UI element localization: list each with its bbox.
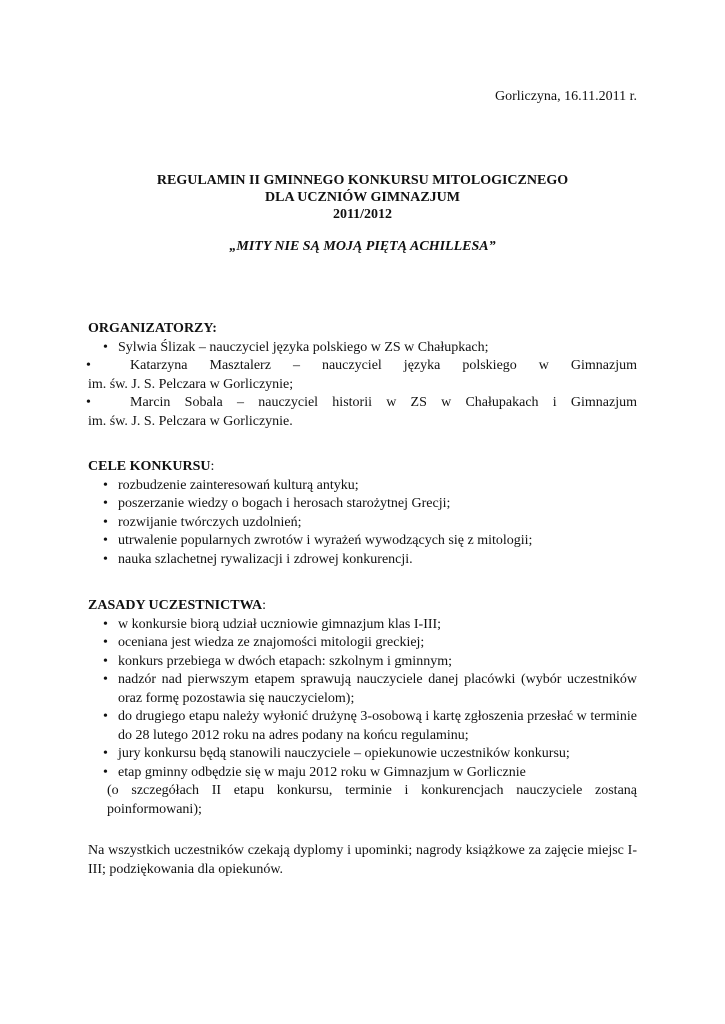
bullet-icon: •: [103, 616, 108, 632]
bullet-icon: •: [103, 672, 108, 687]
bullet-icon: •: [103, 496, 108, 511]
rules-list: [88, 616, 637, 783]
goal-text: poszerzanie wiedzy o bogach i herosach starożytnej Grecji;: [118, 496, 451, 511]
bullet-icon: •: [103, 653, 108, 669]
goal-text: rozbudzenie zainteresowań kulturą antyku;: [118, 477, 359, 493]
title-line-2: DLA UCZNIÓW GIMNAZJUM: [265, 190, 460, 205]
list-item: [88, 653, 637, 672]
organizer-3-line-1: Marcin Sobala – nauczyciel historii w ZS w Chałupakach i Gimnazjum: [130, 395, 637, 410]
goals-list: [88, 477, 637, 570]
bullet-icon: •: [103, 635, 108, 650]
rule-text: w konkursie biorą udział uczniowie gimnazjum klas I-III;: [118, 616, 442, 632]
organizer-2-line-2: im. św. J. S. Pelczara w Gorliczynie;: [88, 376, 294, 392]
rules-heading: ZASADY UCZESTNICTWA: [88, 598, 263, 613]
bullet-icon: •: [103, 709, 108, 724]
list-item: [88, 339, 637, 358]
goals-section: [88, 458, 637, 569]
goal-text: nauka szlachetnej rywalizacji i zdrowej konkurencji.: [118, 551, 413, 567]
rules-heading-row: [88, 597, 637, 616]
goal-text: rozwijanie twórczych uzdolnień;: [118, 514, 302, 530]
organizers-section: [88, 320, 637, 431]
list-item: [88, 514, 637, 533]
list-item: [88, 745, 637, 764]
list-item: [88, 357, 637, 394]
bullet-icon: •: [103, 746, 108, 761]
organizers-list-cont: [88, 357, 637, 431]
goal-text: utrwalenie popularnych zwrotów i wyrażeń wywodzących się z mitologii;: [118, 533, 533, 548]
contest-motto: „MITY NIE SĄ MOJĄ PIĘTĄ ACHILLESA”: [229, 239, 496, 254]
organizer-2-line-1: Katarzyna Masztalerz – nauczyciel języka polskiego w Gimnazjum: [130, 358, 637, 373]
list-item: [88, 532, 637, 551]
goals-heading-colon: :: [210, 459, 215, 474]
document-date: Gorliczyna, 16.11.2011 r.: [494, 89, 637, 104]
document-title: [88, 172, 637, 223]
list-item: [88, 551, 637, 570]
bullet-icon: •: [86, 395, 91, 410]
goals-heading-row: [88, 458, 637, 477]
bullet-icon: •: [103, 533, 108, 548]
list-item: [88, 764, 637, 783]
rule-text: jury konkursu będą stanowili nauczyciele – opiekunowie uczestników konkursu;: [118, 746, 570, 761]
rule-text: konkurs przebiega w dwóch etapach: szkolnym i gminnym;: [118, 653, 452, 669]
rules-section: [88, 597, 637, 819]
bullet-icon: •: [103, 514, 108, 530]
bullet-icon: •: [103, 764, 108, 780]
list-item: [88, 495, 637, 514]
rule-text: do drugiego etapu należy wyłonić drużynę 3-osobową i kartę zgłoszenia przesłać w terminie do 28 lutego 2012 roku na adres podany na końcu regulaminu;: [118, 709, 637, 743]
rules-heading-colon: :: [262, 598, 267, 613]
title-line-3: 2011/2012: [332, 207, 393, 222]
goals-heading: CELE KONKURSU: [88, 459, 211, 474]
closing-paragraph: Na wszystkich uczestników czekają dyplomy i upominki; nagrody książkowe za zajęcie miejsc I-III; podziękowania dla opiekunów.: [88, 843, 637, 877]
bullet-icon: •: [103, 551, 108, 567]
title-line-1: REGULAMIN II GMINNEGO KONKURSU MITOLOGICZNEGO: [156, 173, 569, 188]
organizers-heading: ORGANIZATORZY:: [88, 321, 217, 336]
organizers-list: [88, 339, 637, 358]
rule-text: nadzór nad pierwszym etapem sprawują nauczyciele danej placówki (wybór uczestników oraz formę pozostawia się nauczycielom);: [118, 672, 637, 706]
rules-note: (o szczegółach II etapu konkursu, terminie i konkurencjach nauczyciele zostaną poinformowani);: [107, 783, 637, 817]
rule-text: oceniana jest wiedza ze znajomości mitologii greckiej;: [118, 635, 425, 650]
list-item: [88, 708, 637, 745]
bullet-icon: •: [103, 477, 108, 493]
list-item: [88, 634, 637, 653]
bullet-icon: •: [103, 339, 108, 355]
rule-text: etap gminny odbędzie się w maju 2012 roku w Gimnazjum w Gorlicznie: [118, 764, 526, 780]
list-item: [88, 394, 637, 431]
list-item: [88, 671, 637, 708]
list-item: [88, 477, 637, 496]
bullet-icon: •: [86, 358, 91, 373]
list-item: [88, 616, 637, 635]
organizer-3-line-2: im. św. J. S. Pelczara w Gorliczynie.: [88, 413, 293, 429]
organizer-1-text: Sylwia Ślizak – nauczyciel języka polskiego w ZS w Chałupkach;: [118, 339, 489, 355]
